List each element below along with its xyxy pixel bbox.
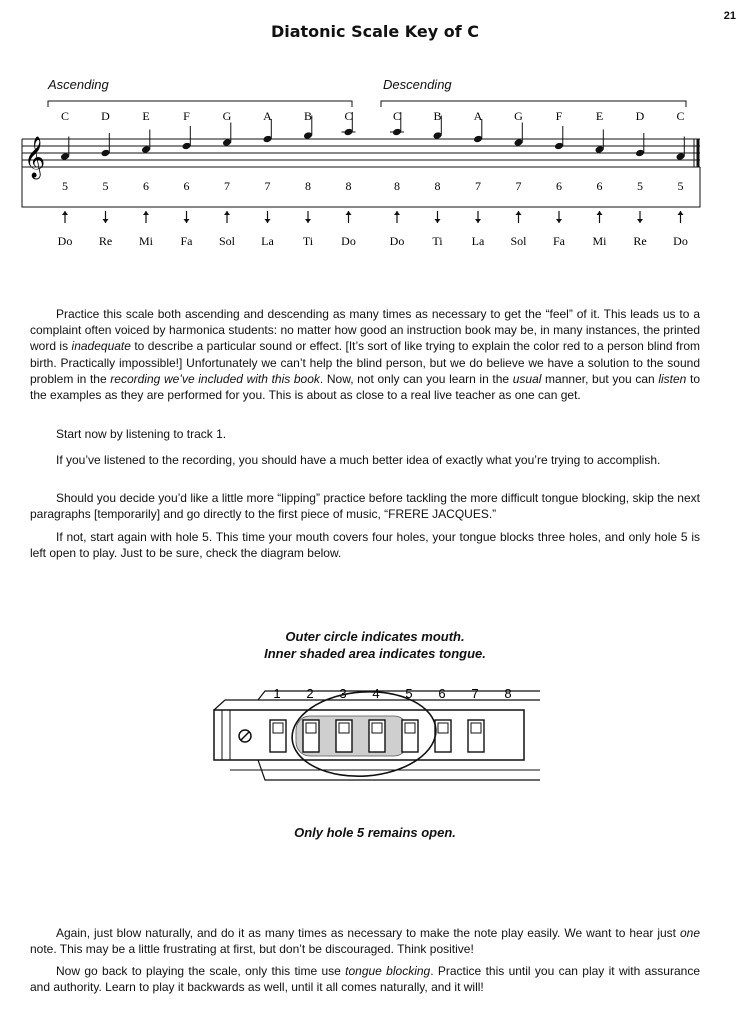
note-letter: C [392,109,402,123]
blow-arrowhead-icon [394,211,400,215]
solfege-syllable: Do [673,234,688,248]
note-letter: E [142,109,150,123]
hole-number: 8 [394,179,400,193]
draw-arrowhead-icon [305,219,311,223]
note-letter: A [473,109,483,123]
note-letter: C [676,109,685,123]
paragraph-tongue-blocking: Now go back to playing the scale, only this time use tongue blocking. Practice this until you can play it with assurance and authority. Learn to play it backwards as well, until it all comes naturally, and it will! [30,964,700,995]
solfege-syllable: Ti [432,234,443,248]
hole-number: 7 [264,179,271,193]
hole-number: 6 [556,179,562,193]
hole-number: 6 [183,179,190,193]
note-letter: B [303,109,313,123]
hole-number: 7 [475,179,481,193]
hole-number: 7 [224,179,230,193]
treble-clef-icon: 𝄞 [24,137,46,178]
diagram-hole-number: 2 [306,688,314,701]
draw-arrowhead-icon [103,219,109,223]
ascending-bracket [48,101,352,107]
note-letter: G [222,109,232,123]
note-letter: B [433,109,442,123]
solfege-syllable: Sol [510,234,527,248]
solfege-syllable: Mi [592,234,607,248]
paragraph-intro: Practice this scale both ascending and descending as many times as necessary to get the “feel” of it. This leads us to a complaint often voiced by harmonica students: no matter how good an instruction book may be, in many instances, the printed word is inadequate to describe a particular sound or effect. [It’s sort of like trying to explain the color red to a person blind from birth. Practically impossible!] Unfortunately we can’t help the blind person, but we do believe we have a solution to the sound problem in the recording we’ve included with this book. Now, not only can you learn in the usual manner, but you can listen to the examples as they are performed for you. This is about as close to a real live teacher as one can get. [30,307,701,403]
scale-notation [0,95,750,260]
note-letter: D [635,109,645,123]
hole-number: 8 [305,179,311,193]
hole-inner [438,723,448,733]
diagram-hole-number: 8 [504,688,512,701]
note-letter: D [101,109,110,123]
note-letter: E [595,109,604,123]
diagram-hole-number: 3 [339,688,347,701]
screw-icon [239,730,251,742]
draw-arrowhead-icon [556,219,562,223]
diagram-hole-number: 4 [372,688,380,701]
paragraph-hole-five: If not, start again with hole 5. This time your mouth covers four holes, your tongue blocks three holes, and only hole 5 is left open to play. Just to be sure, check the diagram below. [30,530,700,561]
solfege-syllable: Fa [553,234,565,248]
ascending-label: Ascending [48,77,109,92]
hole-number: 6 [143,179,149,193]
paragraph-recording: If you’ve listened to the recording, you should have a much better idea of exactly what you’re trying to accomplish. [56,453,661,467]
solfege-syllable: Mi [138,234,154,248]
hole-number: 8 [345,179,352,193]
diagram-hole-number: 6 [438,688,446,701]
draw-arrowhead-icon [435,219,441,223]
hole-inner [405,723,415,733]
solfege-syllable: La [261,234,274,248]
diagram-hole-number: 1 [273,688,281,701]
draw-arrowhead-icon [475,219,481,223]
blow-arrowhead-icon [346,211,352,215]
blow-arrowhead-icon [143,211,149,215]
descending-bracket [381,101,686,107]
caption-mouth: Outer circle indicates mouth. [285,629,465,644]
caption-tongue: Inner shaded area indicates tongue. [264,646,486,661]
solfege-syllable: Ti [302,234,314,248]
note-letter: A [263,109,272,123]
hole-number: 6 [596,179,603,193]
solfege-syllable: La [471,234,485,248]
harmonica-diagram [0,688,750,798]
hole-inner [339,723,349,733]
solfege-syllable: Sol [218,234,236,248]
hole-number: 5 [102,179,109,193]
hole-inner [372,723,382,733]
note-letter: C [344,109,353,123]
note-letter: F [555,109,563,123]
page-title: Diatonic Scale Key of C [270,22,480,41]
paragraph-lipping: Should you decide you’d like a little more “lipping” practice before tackling the more difficult tongue blocking, skip the next paragraphs [temporarily] and go directly to the first piece of music, “FRERE JACQUES.” [30,491,700,522]
hole-number: 5 [677,179,684,193]
staff-lines [22,139,700,167]
paragraph-track: Start now by listening to track 1. [56,427,227,441]
hole-number: 5 [62,179,68,193]
hole-inner [471,723,481,733]
note-letter: C [60,109,70,123]
diagram-hole-number: 7 [471,688,479,701]
solfege-syllable: Re [633,234,647,248]
solfege-syllable: Do [57,234,73,248]
draw-arrowhead-icon [637,219,643,223]
diagram-bottom-caption: Only hole 5 remains open. [294,825,456,840]
page-number: 21 [723,10,736,22]
blow-arrowhead-icon [224,211,230,215]
paragraph-blow: Again, just blow naturally, and do it as many times as necessary to make the note play easily. We want to hear just one note. This may be a little frustrating at first, but don’t be discouraged. Think positive! [30,926,700,957]
hole-number: 8 [434,179,441,193]
diagram-caption [0,628,750,662]
hole-number: 5 [637,179,643,193]
descending-label: Descending [383,77,452,92]
blow-arrowhead-icon [516,211,522,215]
solfege-syllable: Do [389,234,405,248]
draw-arrowhead-icon [265,219,271,223]
blow-arrowhead-icon [597,211,603,215]
blow-arrowhead-icon [678,211,684,215]
note-letter: G [514,109,523,123]
solfege-syllable: Fa [180,234,193,248]
blow-arrowhead-icon [62,211,68,215]
diagram-hole-number: 5 [405,688,413,701]
solfege-syllable: Do [341,234,356,248]
hole-number: 7 [515,179,522,193]
draw-arrowhead-icon [184,219,190,223]
note-letter: F [183,109,190,123]
hole-inner [273,723,283,733]
solfege-syllable: Re [98,234,113,248]
hole-inner [306,723,316,733]
